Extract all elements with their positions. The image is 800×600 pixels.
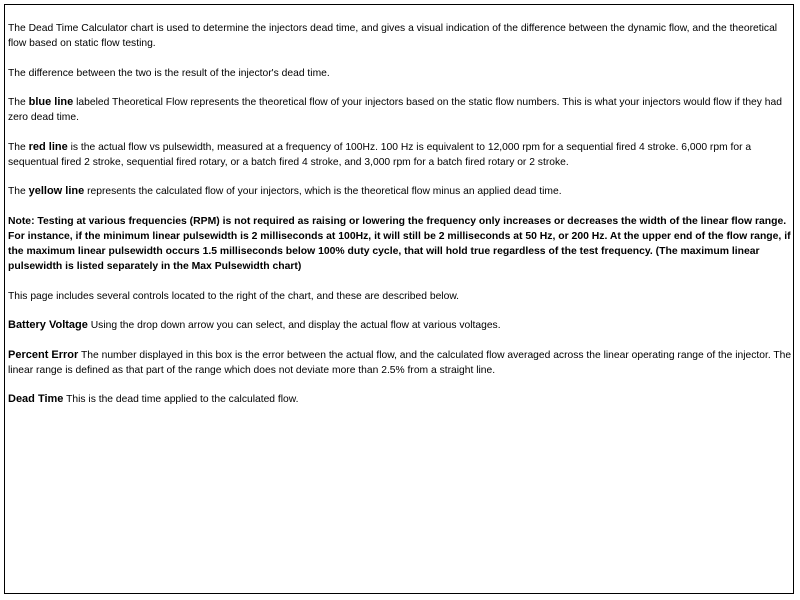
battery-voltage-desc: Using the drop down arrow you can select, and display the actual flow at various voltages. — [87, 320, 501, 332]
difference-paragraph: The difference between the two is the result of the injector's dead time. — [8, 67, 330, 79]
blue-line-desc: labeled Theoretical Flow represents the theoretical flow of your injectors based on the static flow numbers. This is what your injectors would flow if they had zero dead time. — [8, 97, 782, 124]
blue-line-paragraph — [8, 95, 792, 125]
dead-time-term: Dead Time — [8, 393, 64, 406]
yellow-line-desc: represents the calculated flow of your injectors, which is the theoretical flow minus an applied dead time. — [84, 186, 562, 198]
percent-error-term: Percent Error — [8, 348, 79, 361]
frequency-note: Note: Testing at various frequencies (RPM) is not required as raising or lowering the frequency only increases or decreases the width of the linear flow range. For instance, if the minimum linear pulsewidth is 2 milliseconds at 100Hz, it will still be 2 milliseconds at 50 Hz, or 200 Hz. At the upper end of the flow range, if the maximum linear pulsewidth occurs 1.5 milliseconds below 100% duty cycle, that will hold true regardless of the test frequency. (The maximum linear pulsewidth is listed separately in the Max Pulsewidth chart) — [8, 215, 791, 272]
red-line-desc: is the actual flow vs pulsewidth, measured at a frequency of 100Hz. 100 Hz is equivalent to 12,000 rpm for a sequential fired 4 stroke. 6,000 rpm for a sequentual fired 2 stroke, sequential fired rotary, or a batch fired 4 stroke, and 3,000 rpm for a batch fired rotary or 2 stroke. — [8, 141, 752, 168]
blue-line-term: blue line — [28, 96, 74, 109]
intro-paragraph: The Dead Time Calculator chart is used to determine the injectors dead time, and gives a visual indication of the difference between the dynamic flow, and the theoretical flow based on static flow testing. — [8, 23, 778, 49]
dead-time-desc: This is the dead time applied to the calculated flow. — [63, 394, 299, 406]
red-line-pre: The — [8, 141, 29, 153]
blue-line-pre: The — [8, 97, 29, 109]
controls-intro-paragraph: This page includes several controls located to the right of the chart, and these are described below. — [8, 290, 460, 302]
yellow-line-paragraph — [8, 184, 792, 199]
red-line-paragraph — [8, 140, 792, 170]
battery-voltage-paragraph — [8, 318, 792, 333]
red-line-term: red line — [28, 140, 68, 153]
percent-error-desc: The number displayed in this box is the error between the actual flow, and the calculated flow averaged across the linear operating range of the injector. The linear range is defined as that part of the range which does not deviate more than 2.5% from a straight line. — [8, 349, 792, 376]
help-text — [8, 21, 792, 422]
yellow-line-pre: The — [8, 186, 29, 198]
help-panel — [4, 4, 794, 594]
yellow-line-term: yellow line — [28, 185, 85, 198]
dead-time-paragraph — [8, 392, 792, 407]
battery-voltage-term: Battery Voltage — [8, 319, 88, 332]
percent-error-paragraph — [8, 348, 792, 378]
